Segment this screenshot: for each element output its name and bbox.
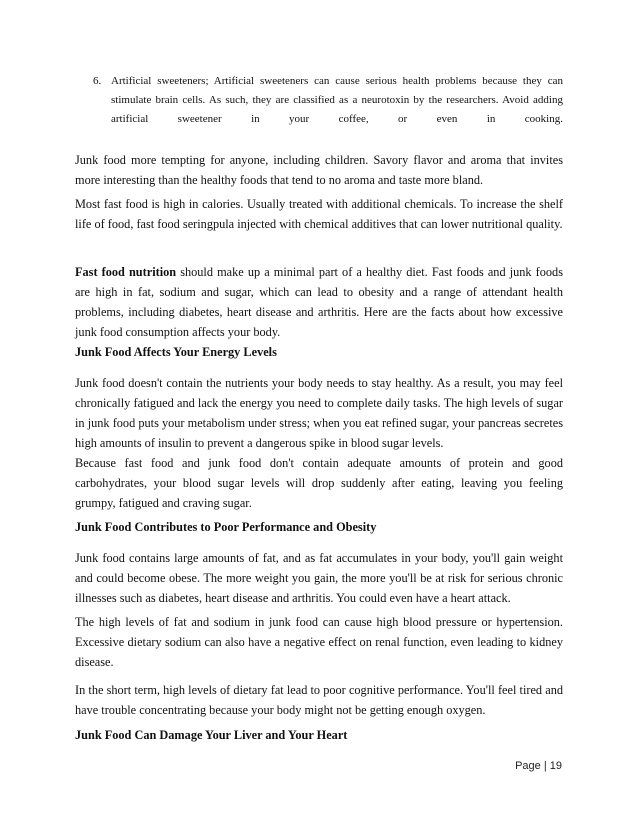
paragraph-5-text: Because fast food and junk food don't contain adequate amounts of protein and good carbohydrates, your blood sugar levels will drop suddenly after eating, leaving you feeling grumpy, fatigued and craving sugar. bbox=[75, 456, 563, 510]
list-line-3: artificial sweetener in your coffee, or even in cooking. bbox=[111, 113, 563, 125]
paragraph-7 bbox=[75, 612, 563, 672]
paragraph-3 bbox=[75, 262, 563, 342]
paragraph-3-rest: should make up a minimal part of a healthy diet. Fast foods and junk foods are high in fat, sodium and sugar, which can lead to obesity and a range of attendant health problems, including diabetes, heart disease and arthritis. Here are the facts about how excessive junk food consumption affects your body. bbox=[75, 265, 563, 339]
paragraph-2 bbox=[75, 194, 563, 234]
list-item bbox=[93, 72, 563, 129]
paragraph-7-text: The high levels of fat and sodium in junk food can cause high blood pressure or hypertension. Excessive dietary sodium can also have a negative effect on renal function, even leading to kidney disease. bbox=[75, 615, 563, 669]
section-heading-1 bbox=[75, 342, 563, 362]
paragraph-5 bbox=[75, 453, 563, 513]
list-line-2: stimulate brain cells. As such, they are classified as a neurotoxin by the researchers. Avoid adding bbox=[111, 94, 563, 106]
heading-poor-performance: Junk Food Contributes to Poor Performance and Obesity bbox=[75, 520, 377, 534]
page-number: Page | 19 bbox=[515, 760, 562, 772]
heading-energy-levels: Junk Food Affects Your Energy Levels bbox=[75, 345, 277, 359]
paragraph-8-text: In the short term, high levels of dietary fat lead to poor cognitive performance. You'll feel tired and have trouble concentrating because your body might not be getting enough oxygen. bbox=[75, 683, 563, 717]
paragraph-1 bbox=[75, 150, 563, 190]
paragraph-4-text: Junk food doesn't contain the nutrients your body needs to stay healthy. As a result, you may feel chronically fatigued and lack the energy you need to complete daily tasks. The high levels of sugar in junk food puts your metabolism under stress; when you eat refined sugar, your pancreas secretes high amounts of insulin to prevent a dangerous spike in blood sugar levels. bbox=[75, 376, 563, 450]
paragraph-4 bbox=[75, 373, 563, 453]
paragraph-8 bbox=[75, 680, 563, 720]
heading-liver-heart: Junk Food Can Damage Your Liver and Your Heart bbox=[75, 728, 348, 742]
list-line-1: Artificial sweeteners; Artificial sweeteners can cause serious health problems because they can bbox=[111, 75, 563, 87]
paragraph-6-text: Junk food contains large amounts of fat, and as fat accumulates in your body, you'll gain weight and could become obese. The more weight you gain, the more you'll be at risk for serious chronic illnesses such as diabetes, heart disease and arthritis. You could even have a heart attack. bbox=[75, 551, 563, 605]
paragraph-2-text: Most fast food is high in calories. Usually treated with additional chemicals. To increase the shelf life of food, fast food seringpula injected with chemical additives that can lower nutritional quality. bbox=[75, 197, 563, 231]
section-heading-3 bbox=[75, 725, 563, 745]
list-number: 6. bbox=[93, 75, 102, 87]
paragraph-1-text: Junk food more tempting for anyone, including children. Savory flavor and aroma that invites more interesting than the healthy foods that tend to no aroma and taste more bland. bbox=[75, 153, 563, 187]
section-heading-2 bbox=[75, 517, 563, 537]
paragraph-3-bold: Fast food nutrition bbox=[75, 265, 177, 279]
paragraph-6 bbox=[75, 548, 563, 608]
paragraph-3-text bbox=[75, 262, 563, 342]
list-item-text bbox=[111, 72, 563, 129]
